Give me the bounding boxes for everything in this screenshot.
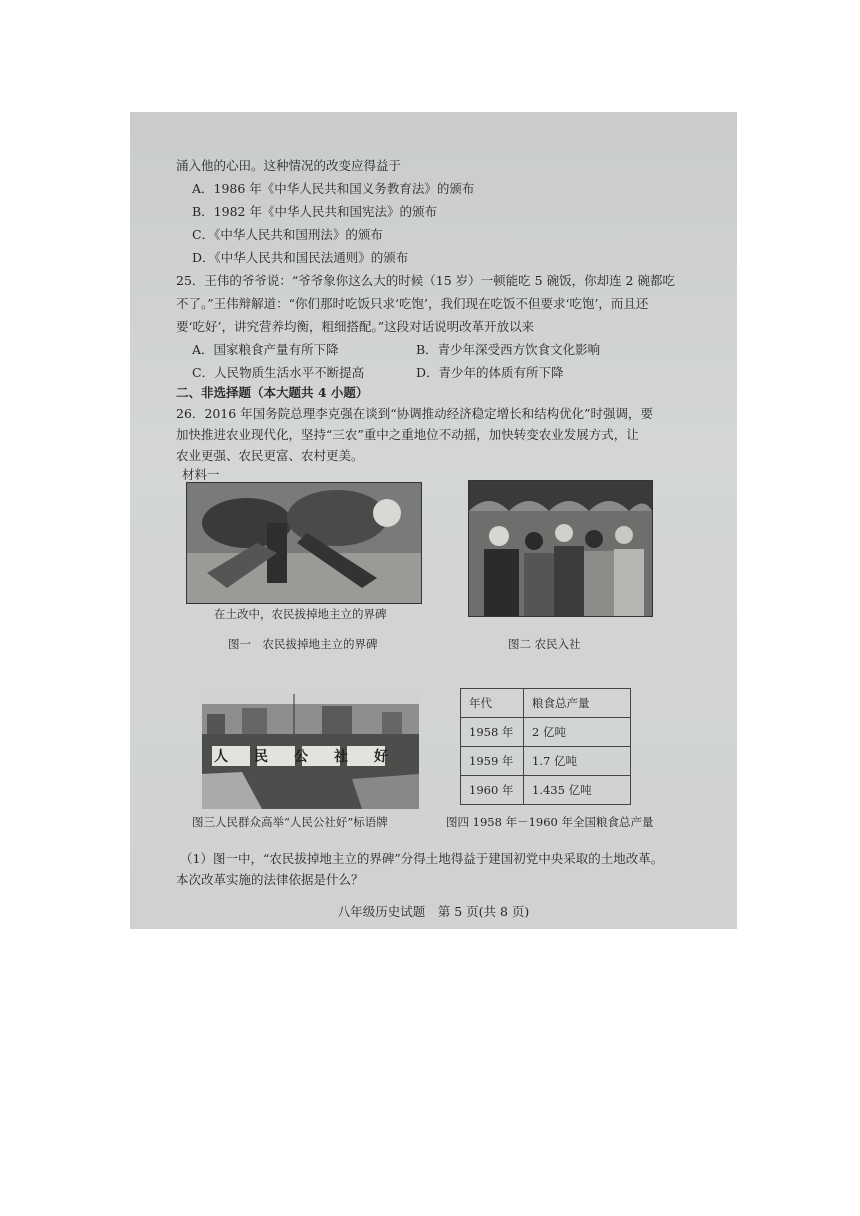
- table-cell-year: 1958 年: [461, 718, 524, 747]
- table-cell-output: 2 亿吨: [524, 718, 631, 747]
- figure-3-caption: 图三人民群众高举“人民公社好”标语牌: [192, 815, 388, 829]
- figure-1-caption: 图一 农民拔掉地主立的界碑: [228, 637, 378, 651]
- section-2-heading: 二、非选择题（本大题共 4 小题）: [176, 385, 369, 400]
- page-footer: 八年级历史试题 第 5 页(共 8 页): [337, 904, 530, 919]
- option-25-a: A．国家粮食产量有所下降: [192, 342, 339, 357]
- table-header-year: 年代: [461, 689, 524, 718]
- table-cell-year: 1960 年: [461, 776, 524, 805]
- question-25-line1: 25．王伟的爷爷说：“爷爷象你这么大的时候（15 岁）一顿能吃 5 碗饭，你却连 2 碗都吃: [176, 273, 675, 288]
- table-row: [461, 747, 631, 776]
- figure-2-caption: 图二 农民入社: [508, 637, 581, 651]
- question-25-line3: 要‘吃好’，讲究营养均衡，粗细搭配。”这段对话说明改革开放以来: [176, 319, 535, 334]
- option-24-a: A．1986 年《中华人民共和国义务教育法》的颁布: [192, 181, 475, 196]
- table-row: [461, 718, 631, 747]
- question-24-stem: 涌入他的心田。这种情况的改变应得益于: [176, 158, 402, 173]
- table-cell-output: 1.435 亿吨: [524, 776, 631, 805]
- sub-question-1-line2: 本次改革实施的法律依据是什么？: [176, 872, 364, 887]
- figure-4-caption: 图四 1958 年－1960 年全国粮食总产量: [446, 815, 654, 829]
- table-header-row: [461, 689, 631, 718]
- table-row: [461, 776, 631, 805]
- option-24-c: C．《中华人民共和国刑法》的颁布: [192, 227, 383, 242]
- table-cell-output: 1.7 亿吨: [524, 747, 631, 776]
- figure-1-photo: [186, 482, 422, 604]
- question-26-line3: 农业更强、农民更富、农村更美。: [176, 448, 364, 463]
- question-26-line1: 26．2016 年国务院总理李克强在谈到“协调推动经济稳定增长和结构优化”时强调，要: [176, 406, 653, 421]
- option-25-c: C．人民物质生活水平不断提高: [192, 365, 365, 380]
- question-25-line2: 不了。”王伟辩解道：“你们那时吃饭只求‘吃饱’，我们现在吃饭不但要求‘吃饱’，而且还: [176, 296, 649, 311]
- figure-1-inner-caption: 在土改中，农民拔掉地主立的界碑: [214, 607, 387, 621]
- option-25-b: B．青少年深受西方饮食文化影响: [416, 342, 601, 357]
- option-25-d: D．青少年的体质有所下降: [416, 365, 564, 380]
- exam-page: [130, 112, 737, 929]
- material-label: 材料一: [182, 467, 220, 482]
- option-24-d: D．《中华人民共和国民法通则》的颁布: [192, 250, 409, 265]
- sub-question-1-line1: （1）图一中，“农民拔掉地主立的界碑”分得土地得益于建国初党中央采取的土地改革。: [180, 851, 664, 866]
- table-cell-year: 1959 年: [461, 747, 524, 776]
- grain-output-table: [460, 688, 631, 805]
- option-24-b: B．1982 年《中华人民共和国宪法》的颁布: [192, 204, 437, 219]
- figure-3-banner: 人民公社好: [214, 749, 414, 765]
- figure-2-photo: [468, 480, 653, 617]
- question-26-line2: 加快推进农业现代化，坚持“三农”重中之重地位不动摇，加快转变农业发展方式，让: [176, 427, 639, 442]
- table-header-output: 粮食总产量: [524, 689, 631, 718]
